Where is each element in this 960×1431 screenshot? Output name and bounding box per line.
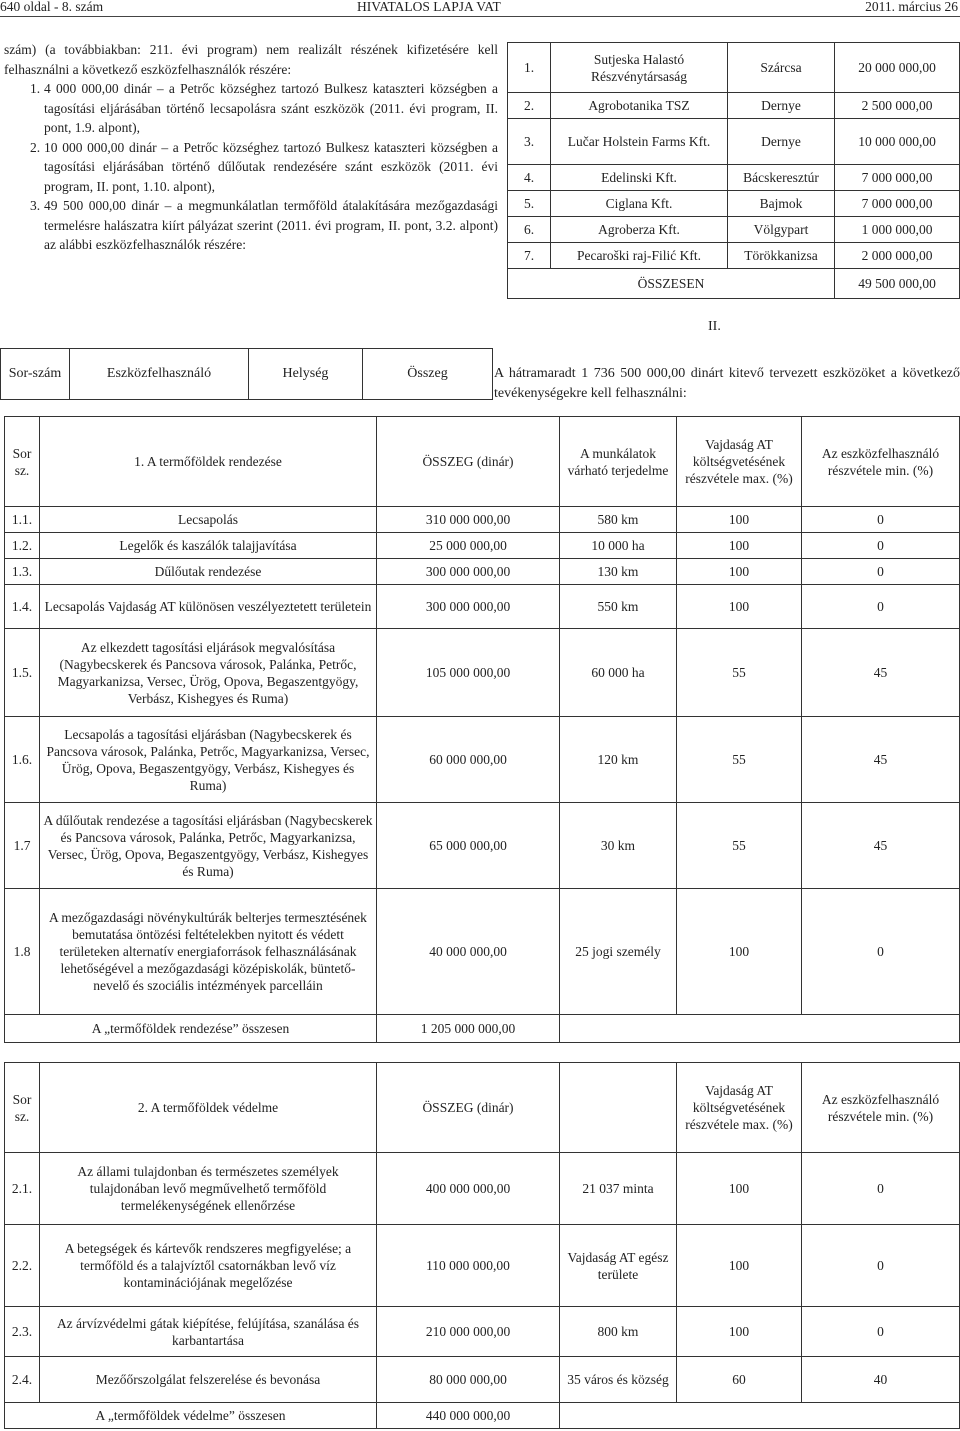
header-cell: Eszközfelhasználó (70, 349, 249, 400)
activity-scope: 580 km (560, 507, 677, 533)
total-amount: 49 500 000,00 (835, 269, 960, 299)
activity-scope: 10 000 ha (560, 533, 677, 559)
activity-name: Az állami tulajdonban és természetes személyek tulajdonában levő megművelhető termőföld termelékenységének ellenőrzése (40, 1153, 377, 1225)
intro-item-number: 3. (30, 198, 41, 213)
activity-scope: 550 km (560, 585, 677, 629)
activity-name: Dűlőutak rendezése (40, 559, 377, 585)
activity-scope: 120 km (560, 717, 677, 803)
header-cell: 2. A termőföldek védelme (40, 1063, 377, 1153)
activity-min-share: 0 (802, 1225, 960, 1307)
table-row (5, 559, 960, 585)
activity-min-share: 40 (802, 1357, 960, 1403)
table-row (5, 507, 960, 533)
section-paragraph: A hátramaradt 1 736 500 000,00 dinárt kitevő tervezett eszközöket a következő tevékenységekre kell felhasználni: (494, 366, 960, 401)
table-row (5, 803, 960, 889)
activity-scope: 35 város és község (560, 1357, 677, 1403)
header-journal-title: HIVATALOS LAPJA VAT (357, 0, 501, 14)
header-cell: Vajdaság AT költségvetésének részvétele max. (%) (677, 1063, 802, 1153)
intro-item-text: 49 500 000,00 dinár – a megmunkálatlan termőföld átalakítására mezőgazdasági termelésre halászatra kiírt pályázat szerint (2011. évi program, II. pont, 3.2. alpont) az alábbi eszközfelhasználók részére: (44, 198, 498, 252)
table-header-row (5, 1063, 960, 1153)
beneficiary-amount: 7 000 000,00 (835, 191, 960, 217)
activity-amount: 40 000 000,00 (377, 889, 560, 1015)
row-number: 1.1. (5, 507, 40, 533)
activity-amount: 400 000 000,00 (377, 1153, 560, 1225)
table-row (508, 43, 960, 93)
row-number: 7. (508, 243, 551, 269)
row-number: 1.2. (5, 533, 40, 559)
activity-min-share: 45 (802, 629, 960, 717)
activity-max-share: 100 (677, 889, 802, 1015)
beneficiary-place: Dernye (728, 93, 835, 119)
activity-scope: 60 000 ha (560, 629, 677, 717)
beneficiary-name: Lučar Holstein Farms Kft. (551, 119, 728, 165)
total-row (5, 1403, 960, 1429)
total-label: A „termőföldek rendezése” összesen (5, 1015, 377, 1043)
header-divider (0, 16, 960, 17)
activity-name: Lecsapolás a tagosítási eljárásban (Nagybecskerek és Pancsova városok, Palánka, Petrőc, Magyarkanizsa, Versec, Ürög, Opova, Begaszentgyögy, Verbász, Kishegyes és Ruma) (40, 717, 377, 803)
table-row (5, 585, 960, 629)
header-cell: ÖSSZEG (dinár) (377, 417, 560, 507)
intro-item (4, 138, 498, 197)
table-row (5, 533, 960, 559)
activity-min-share: 0 (802, 1307, 960, 1357)
header-cell: Sor-szám (1, 349, 70, 400)
activity-amount: 310 000 000,00 (377, 507, 560, 533)
row-number: 2. (508, 93, 551, 119)
table-row (508, 217, 960, 243)
row-number: 1.8 (5, 889, 40, 1015)
activity-name: Az elkezdett tagosítási eljárások megvalósítása (Nagybecskerek és Pancsova városok, Palánka, Petrőc, Magyarkanizsa, Versec, Ürög, Opova, Begaszentgyögy, Verbász, Kishegyes és Ruma) (40, 629, 377, 717)
activity-amount: 60 000 000,00 (377, 717, 560, 803)
table-row (5, 1357, 960, 1403)
activity-name: A betegségek és kártevők rendszeres megfigyelése; a termőföld és a talajvíztől csatornákban levő víz kontaminációjának megelőzése (40, 1225, 377, 1307)
activity-min-share: 0 (802, 559, 960, 585)
table-row (5, 717, 960, 803)
table-row (5, 629, 960, 717)
intro-text (4, 40, 498, 255)
beneficiary-amount: 7 000 000,00 (835, 165, 960, 191)
section-heading: II. (708, 319, 721, 334)
activity-name: Az árvízvédelmi gátak kiépítése, felújítása, szanálása és karbantartása (40, 1307, 377, 1357)
activity-min-share: 0 (802, 507, 960, 533)
header-cell: Sor sz. (5, 417, 40, 507)
table-row (508, 93, 960, 119)
activity-min-share: 45 (802, 803, 960, 889)
activity-min-share: 0 (802, 585, 960, 629)
activity-max-share: 100 (677, 533, 802, 559)
row-number: 2.1. (5, 1153, 40, 1225)
row-number: 1.5. (5, 629, 40, 717)
beneficiary-place: Dernye (728, 119, 835, 165)
beneficiary-name: Agrobotanika TSZ (551, 93, 728, 119)
activity-max-share: 55 (677, 717, 802, 803)
activity-name: A dűlőutak rendezése a tagosítási eljárásban (Nagybecskerek és Pancsova városok, Palánka, Petrőc, Magyarkanizsa, Versec, Ürög, Opova, Begaszentgyögy, Verbász, Kishegyes és Ruma) (40, 803, 377, 889)
activity-name: Lecsapolás Vajdaság AT különösen veszélyeztetett területein (40, 585, 377, 629)
activity-name: Legelők és kaszálók talajjavítása (40, 533, 377, 559)
intro-item (4, 79, 498, 138)
beneficiary-place: Bácskeresztúr (728, 165, 835, 191)
beneficiary-name: Agroberza Kft. (551, 217, 728, 243)
activity-max-share: 100 (677, 1307, 802, 1357)
beneficiary-header-table (0, 348, 493, 400)
table-row (508, 165, 960, 191)
total-label: A „termőföldek védelme” összesen (5, 1403, 377, 1429)
header-cell: ÖSSZEG (dinár) (377, 1063, 560, 1153)
table-row (5, 1225, 960, 1307)
table-row (508, 243, 960, 269)
activity-max-share: 100 (677, 1225, 802, 1307)
empty-cell (560, 1403, 960, 1429)
row-number: 1. (508, 43, 551, 93)
row-number: 1.3. (5, 559, 40, 585)
activity-min-share: 0 (802, 889, 960, 1015)
activity-amount: 80 000 000,00 (377, 1357, 560, 1403)
beneficiary-amount: 10 000 000,00 (835, 119, 960, 165)
activity-amount: 300 000 000,00 (377, 559, 560, 585)
header-cell: Helység (249, 349, 363, 400)
beneficiary-name: Edelinski Kft. (551, 165, 728, 191)
row-number: 4. (508, 165, 551, 191)
beneficiary-place: Bajmok (728, 191, 835, 217)
header-cell: 1. A termőföldek rendezése (40, 417, 377, 507)
activity-max-share: 100 (677, 507, 802, 533)
activity-amount: 300 000 000,00 (377, 585, 560, 629)
activity-name: A mezőgazdasági növénykultúrák belterjes termesztésének bemutatása öntözési feltételekben nyitott és védett területeken alternatív energiaforrások felhasználásának lehetőségével a mezőgazdasági középiskolák, büntető-nevelő és szociális intézmények parcelláin (40, 889, 377, 1015)
row-number: 5. (508, 191, 551, 217)
beneficiary-name: Sutjeska Halastó Részvénytársaság (551, 43, 728, 93)
table-header-row (5, 417, 960, 507)
header-cell (560, 1063, 677, 1153)
intro-list (4, 79, 498, 255)
activity-scope: 25 jogi személy (560, 889, 677, 1015)
intro-lead: szám) (a továbbiakban: 211. évi program) nem realizált részének kifizetésére kell felhasználni a következő eszközfelhasználók részére: (4, 42, 498, 77)
activity-max-share: 100 (677, 585, 802, 629)
intro-item-text: 4 000 000,00 dinár – a Petrőc községhez tartozó Bulkesz kataszteri községben a tagosítási eljárásában történő lecsapolásra szánt eszközök (2011. évi program, II. pont, 1.9. alpont), (44, 81, 498, 135)
header-cell: A munkálatok várható terjedelme (560, 417, 677, 507)
beneficiary-amount: 2 000 000,00 (835, 243, 960, 269)
total-amount: 440 000 000,00 (377, 1403, 560, 1429)
activity-max-share: 55 (677, 803, 802, 889)
row-number: 2.2. (5, 1225, 40, 1307)
header-cell: Összeg (363, 349, 493, 400)
activity-scope: 30 km (560, 803, 677, 889)
row-number: 3. (508, 119, 551, 165)
activity-scope: 800 km (560, 1307, 677, 1357)
land-arrangement-table (4, 416, 960, 1043)
activity-max-share: 100 (677, 559, 802, 585)
row-number: 6. (508, 217, 551, 243)
beneficiary-place: Völgypart (728, 217, 835, 243)
intro-item-number: 1. (30, 81, 41, 96)
activity-max-share: 100 (677, 1153, 802, 1225)
activity-amount: 25 000 000,00 (377, 533, 560, 559)
activity-max-share: 60 (677, 1357, 802, 1403)
activity-scope: Vajdaság AT egész területe (560, 1225, 677, 1307)
table-row (5, 1307, 960, 1357)
row-number: 1.7 (5, 803, 40, 889)
total-row (508, 269, 960, 299)
activity-min-share: 45 (802, 717, 960, 803)
header-cell: Az eszközfelhasználó részvétele min. (%) (802, 417, 960, 507)
beneficiary-name: Pecaroški raj-Filić Kft. (551, 243, 728, 269)
activity-min-share: 0 (802, 1153, 960, 1225)
activity-name: Lecsapolás (40, 507, 377, 533)
land-protection-table (4, 1062, 960, 1429)
table-header-row (1, 349, 493, 400)
activity-scope: 130 km (560, 559, 677, 585)
header-date: 2011. március 26 (865, 0, 958, 14)
intro-item (4, 196, 498, 255)
beneficiary-place: Törökkanizsa (728, 243, 835, 269)
table-row (5, 1153, 960, 1225)
beneficiary-amount: 20 000 000,00 (835, 43, 960, 93)
header-cell: Az eszközfelhasználó részvétele min. (%) (802, 1063, 960, 1153)
table-row (5, 889, 960, 1015)
row-number: 1.4. (5, 585, 40, 629)
beneficiary-amount: 1 000 000,00 (835, 217, 960, 243)
total-label: ÖSSZESEN (508, 269, 835, 299)
total-amount: 1 205 000 000,00 (377, 1015, 560, 1043)
table-row (508, 191, 960, 217)
intro-item-number: 2. (30, 139, 41, 155)
beneficiary-name: Ciglana Kft. (551, 191, 728, 217)
activity-max-share: 55 (677, 629, 802, 717)
total-row (5, 1015, 960, 1043)
activity-amount: 105 000 000,00 (377, 629, 560, 717)
row-number: 1.6. (5, 717, 40, 803)
page-header (0, 0, 960, 14)
beneficiary-place: Szárcsa (728, 43, 835, 93)
activity-name: Mezőőrszolgálat felszerelése és bevonása (40, 1357, 377, 1403)
row-number: 2.3. (5, 1307, 40, 1357)
empty-cell (560, 1015, 960, 1043)
activity-amount: 210 000 000,00 (377, 1307, 560, 1357)
intro-item-text: 10 000 000,00 dinár – a Petrőc községhez tartozó Bulkesz kataszteri községben a tagosítási eljárásában történő dűlőutak rendezésére szánt eszközök (2011. évi program, II. pont, 1.10. alpont), (44, 139, 498, 194)
table-row (508, 119, 960, 165)
header-cell: Vajdaság AT költségvetésének részvétele max. (%) (677, 417, 802, 507)
row-number: 2.4. (5, 1357, 40, 1403)
activity-scope: 21 037 minta (560, 1153, 677, 1225)
activity-amount: 110 000 000,00 (377, 1225, 560, 1307)
header-cell: Sor sz. (5, 1063, 40, 1153)
beneficiary-table (507, 42, 960, 299)
header-page-number: 640 oldal - 8. szám (0, 0, 104, 14)
activity-amount: 65 000 000,00 (377, 803, 560, 889)
activity-min-share: 0 (802, 533, 960, 559)
beneficiary-amount: 2 500 000,00 (835, 93, 960, 119)
